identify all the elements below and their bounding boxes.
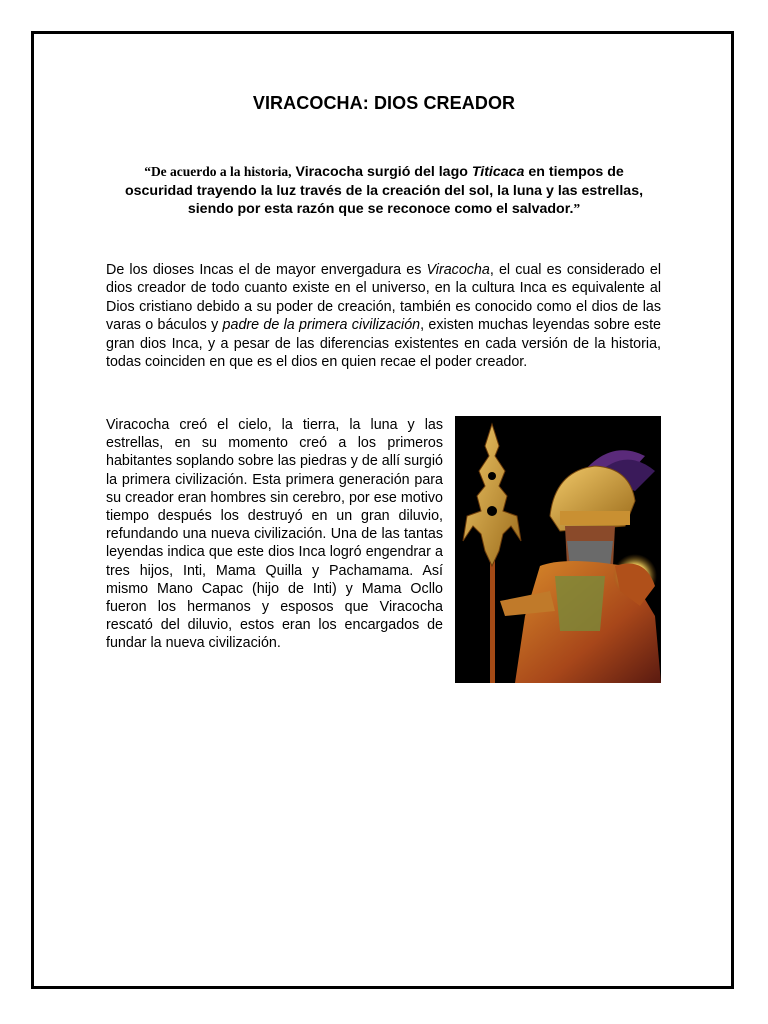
paragraph-1 [106, 261, 661, 371]
p1-text-1: De los dioses Incas el de mayor envergadura es [106, 262, 427, 278]
p1-italic-padre: padre de la primera civilización [222, 317, 421, 334]
paragraph-2: Viracocha creó el cielo, la tierra, la luna y las estrellas, en su momento creó a los primeros habitantes soplando sobre las piedras y de allí surgió la primera civilización. Esta primera generación para su creador eran hombres sin cerebro, por ese motivo tiempo después los destruyó en un gran diluvio, refundando una nueva civilización. Una de las tantas leyendas indica que este dios Inca logró engendrar a tres hijos, Inti, Mama Quilla y Pachamama. Así mismo Mano Capac (hijo de Inti) y Mama Ocllo fueron los hermanos y esposos que Viracocha rescató del diluvio, estos eran los encargados de fundar la nueva civilización. [106, 417, 443, 652]
quote-lead: “De acuerdo a la historia, [144, 164, 292, 179]
quote-close: ” [573, 201, 581, 216]
viracocha-image [455, 416, 661, 683]
p1-italic-viracocha: Viracocha [426, 262, 490, 278]
p1-text-3: , existen muchas leyendas sobre este gran dios Inca, y a pesar de las diferencias existentes en cada versión de la historia, todas coinciden en que es el dios en quien recae el poder creador. [106, 317, 661, 371]
document-title: VIRACOCHA: DIOS CREADOR [252, 93, 516, 113]
viracocha-illustration [455, 416, 661, 683]
quote-italic-titicaca: Titicaca [471, 164, 525, 180]
p1-text-2: , el cual es considerado el dios creador de todo cuanto existe en el universo, en la cultura Inca es equivalente al Dios cristiano debido a su poder de creación, también es conocido como el dios de las varas o báculos y [106, 262, 662, 334]
quote-part-1: Viracocha surgió del lago [291, 164, 472, 180]
intro-quote [112, 163, 656, 219]
quote-part-2: en tiempos de oscuridad trayendo la luz través de la creación del sol, la luna y las estrellas, siendo por esta razón que se reconoce como el salvador. [124, 164, 644, 217]
